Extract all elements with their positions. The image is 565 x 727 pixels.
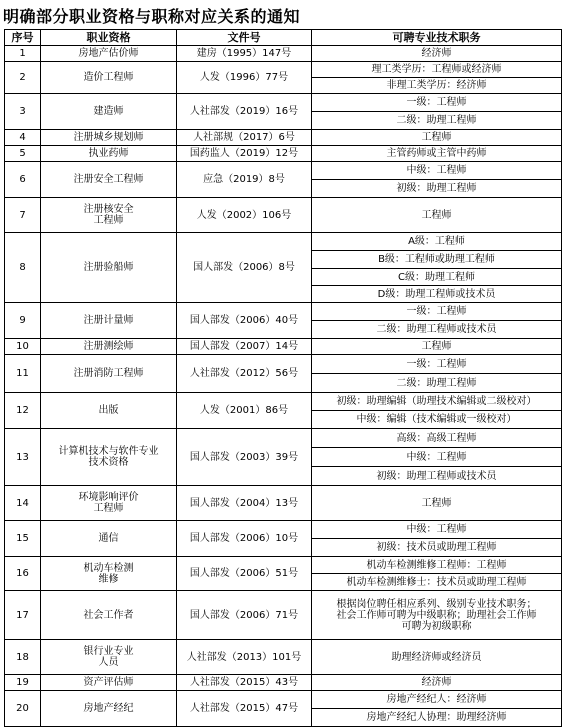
cell-position: 非理工类学历：经济师: [312, 78, 562, 94]
table-row: [5, 339, 562, 355]
cell-document: 人发（2001）86号: [177, 393, 312, 429]
cell-document: 国人部发（2003）39号: [177, 429, 312, 486]
cell-qualification: 房地产估价师: [41, 46, 177, 62]
cell-document: 人社部发（2013）101号: [177, 640, 312, 675]
cell-document: 国人部发（2006）8号: [177, 233, 312, 303]
cell-no: 19: [5, 675, 41, 691]
cell-no: 13: [5, 429, 41, 486]
cell-document: 人发（1996）77号: [177, 62, 312, 94]
cell-document: 人社部发（2015）47号: [177, 691, 312, 727]
cell-position: 机动车检测维修工程师：工程师: [312, 557, 562, 574]
header-qualification: 职业资格: [41, 30, 177, 46]
cell-no: 12: [5, 393, 41, 429]
cell-position: 初级：助理工程师或技术员: [312, 467, 562, 486]
cell-no: 1: [5, 46, 41, 62]
cell-position: D级：助理工程师或技术员: [312, 286, 562, 303]
cell-no: 15: [5, 521, 41, 557]
cell-position: 工程师: [312, 198, 562, 233]
cell-position: 工程师: [312, 486, 562, 521]
cell-no: 17: [5, 591, 41, 640]
table-row: [5, 521, 562, 539]
cell-document: 国人部发（2006）51号: [177, 557, 312, 591]
cell-qualification: 建造师: [41, 94, 177, 130]
cell-qualification: 注册计量师: [41, 303, 177, 339]
header-document: 文件号: [177, 30, 312, 46]
cell-document: 人社部发（2012）56号: [177, 355, 312, 393]
cell-position: 主管药师或主管中药师: [312, 146, 562, 162]
cell-document: 国人部发（2006）10号: [177, 521, 312, 557]
cell-position: B级：工程师或助理工程师: [312, 251, 562, 269]
cell-no: 4: [5, 130, 41, 146]
cell-no: 5: [5, 146, 41, 162]
cell-document: 国药监人（2019）12号: [177, 146, 312, 162]
table-row: [5, 94, 562, 112]
table-row: [5, 591, 562, 640]
cell-qualification: 资产评估师: [41, 675, 177, 691]
cell-no: 16: [5, 557, 41, 591]
cell-document: 人社部规（2017）6号: [177, 130, 312, 146]
cell-no: 20: [5, 691, 41, 727]
cell-position: 高级：高级工程师: [312, 429, 562, 448]
cell-document: 国人部发（2006）71号: [177, 591, 312, 640]
cell-position: 一级：工程师: [312, 303, 562, 321]
cell-position: 中级：工程师: [312, 448, 562, 467]
cell-position: 二级：助理工程师或技术员: [312, 321, 562, 339]
cell-qualification: 注册城乡规划师: [41, 130, 177, 146]
table-row: [5, 393, 562, 411]
cell-document: 国人部发（2004）13号: [177, 486, 312, 521]
cell-qualification: 通信: [41, 521, 177, 557]
table-row: [5, 233, 562, 251]
cell-position: 二级：助理工程师: [312, 374, 562, 393]
qualification-table: [4, 29, 562, 727]
cell-document: 国人部发（2007）14号: [177, 339, 312, 355]
cell-qualification: 注册测绘师: [41, 339, 177, 355]
cell-document: 国人部发（2006）40号: [177, 303, 312, 339]
cell-position: 中级：编辑（技术编辑或一级校对）: [312, 411, 562, 429]
table-row: [5, 355, 562, 374]
table-row: [5, 62, 562, 78]
cell-position: 房地产经纪人协理：助理经济师: [312, 709, 562, 727]
cell-document: 人社部发（2015）43号: [177, 675, 312, 691]
cell-qualification: 环境影响评价 工程师: [41, 486, 177, 521]
cell-position: 根据岗位聘任相应系列、级别专业技术职务； 社会工作师可聘为中级职称；助理社会工作师 可聘为初级职称: [312, 591, 562, 640]
cell-qualification: 造价工程师: [41, 62, 177, 94]
table-row: [5, 429, 562, 448]
header-positions: 可聘专业技术职务: [312, 30, 562, 46]
cell-qualification: 银行业专业 人员: [41, 640, 177, 675]
table-row: [5, 557, 562, 574]
cell-document: 人发（2002）106号: [177, 198, 312, 233]
cell-position: 二级：助理工程师: [312, 112, 562, 130]
table-row: [5, 130, 562, 146]
table-row: [5, 486, 562, 521]
cell-no: 2: [5, 62, 41, 94]
cell-qualification: 机动车检测 维修: [41, 557, 177, 591]
cell-qualification: 房地产经纪: [41, 691, 177, 727]
cell-qualification: 出版: [41, 393, 177, 429]
cell-no: 6: [5, 162, 41, 198]
cell-position: A级：工程师: [312, 233, 562, 251]
cell-qualification: 计算机技术与软件专业 技术资格: [41, 429, 177, 486]
cell-no: 7: [5, 198, 41, 233]
cell-position: 一级：工程师: [312, 355, 562, 374]
cell-position: 经济师: [312, 46, 562, 62]
cell-no: 11: [5, 355, 41, 393]
cell-qualification: 执业药师: [41, 146, 177, 162]
table-row: [5, 675, 562, 691]
cell-position: 房地产经纪人：经济师: [312, 691, 562, 709]
header-no: 序号: [5, 30, 41, 46]
cell-no: 3: [5, 94, 41, 130]
cell-no: 9: [5, 303, 41, 339]
cell-qualification: 注册安全工程师: [41, 162, 177, 198]
table-row: [5, 46, 562, 62]
table-row: [5, 198, 562, 233]
table-header-row: [5, 30, 562, 46]
cell-position: 中级：工程师: [312, 521, 562, 539]
cell-position: 初级：技术员或助理工程师: [312, 539, 562, 557]
document-title: 明确部分职业资格与职称对应关系的通知: [3, 7, 301, 26]
cell-no: 10: [5, 339, 41, 355]
cell-qualification: 注册消防工程师: [41, 355, 177, 393]
cell-position: 工程师: [312, 130, 562, 146]
cell-position: 助理经济师或经济员: [312, 640, 562, 675]
cell-document: 应急（2019）8号: [177, 162, 312, 198]
cell-position: 机动车检测维修士：技术员或助理工程师: [312, 574, 562, 591]
cell-qualification: 注册核安全 工程师: [41, 198, 177, 233]
cell-position: 经济师: [312, 675, 562, 691]
cell-position: 一级：工程师: [312, 94, 562, 112]
table-row: [5, 162, 562, 180]
cell-no: 8: [5, 233, 41, 303]
cell-position: 中级：工程师: [312, 162, 562, 180]
cell-qualification: 社会工作者: [41, 591, 177, 640]
cell-qualification: 注册验船师: [41, 233, 177, 303]
cell-no: 14: [5, 486, 41, 521]
cell-position: 初级：助理工程师: [312, 180, 562, 198]
cell-document: 人社部发（2019）16号: [177, 94, 312, 130]
table-row: [5, 146, 562, 162]
cell-no: 18: [5, 640, 41, 675]
cell-position: C级：助理工程师: [312, 269, 562, 286]
cell-document: 建房（1995）147号: [177, 46, 312, 62]
table-row: [5, 303, 562, 321]
table-row: [5, 640, 562, 675]
cell-position: 工程师: [312, 339, 562, 355]
cell-position: 理工类学历：工程师或经济师: [312, 62, 562, 78]
table-body: [5, 46, 562, 727]
cell-position: 初级：助理编辑（助理技术编辑或二级校对）: [312, 393, 562, 411]
